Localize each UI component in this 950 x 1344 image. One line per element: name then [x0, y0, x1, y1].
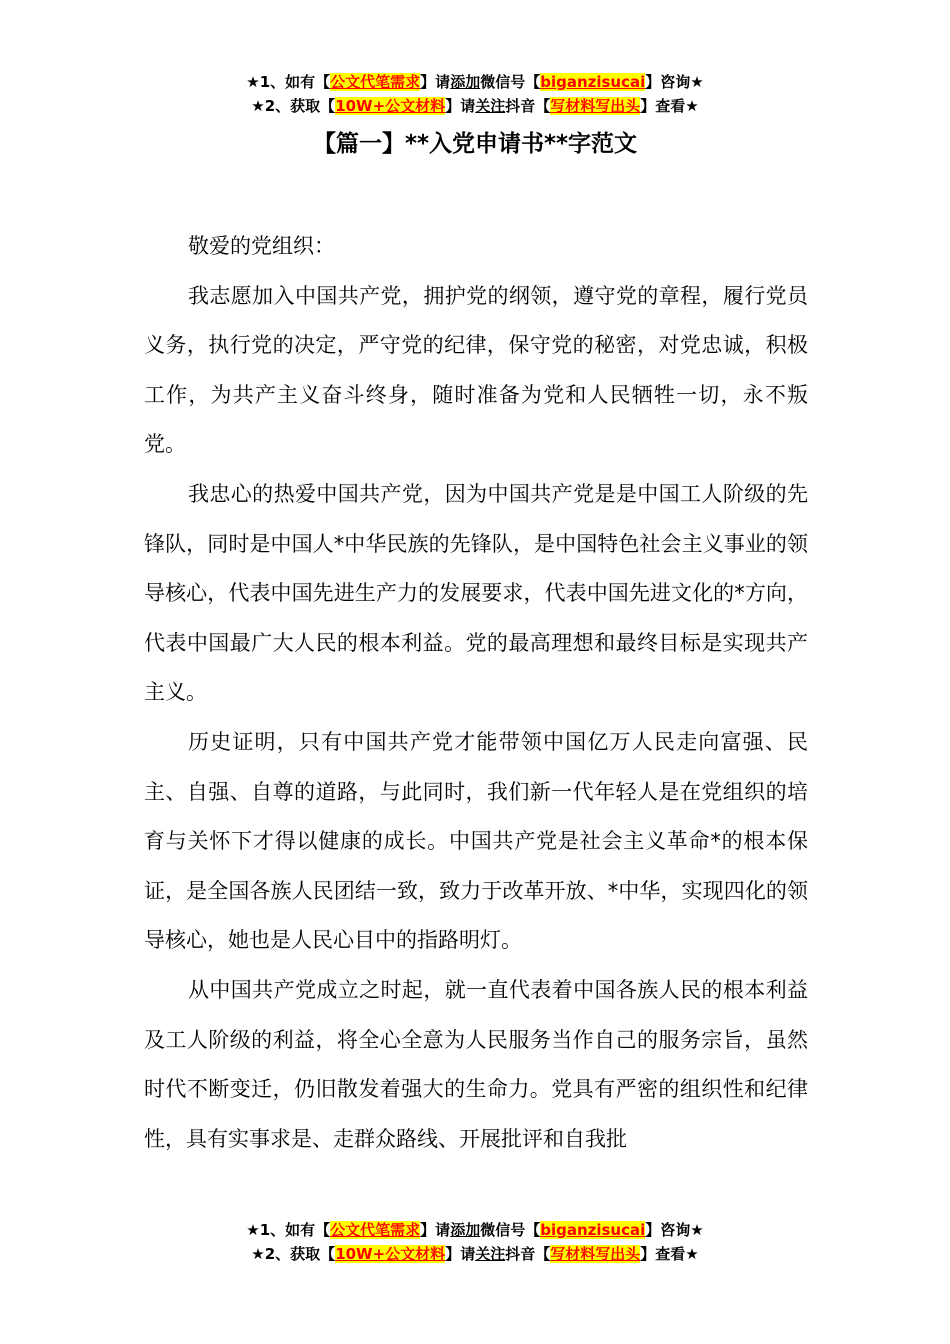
wechat-id: biganzisucai: [540, 73, 646, 91]
banner-line-1: [0, 1218, 950, 1242]
banner-add-text: 添加: [450, 73, 481, 91]
douyin-account: 写材料写出头: [550, 97, 641, 115]
banner-text: ★2、获取【: [251, 1245, 336, 1263]
banner-text: 】查看★: [640, 97, 699, 115]
highlight-materials: 10W+公文材料: [335, 97, 446, 115]
banner-line-2: [0, 94, 950, 118]
paragraph: 历史证明，只有中国共产党才能带领中国亿万人民走向富强、民主、自强、自尊的道路，与此同时，我们新一代年轻人是在党组织的培育与关怀下才得以健康的成长。中国共产党是社会主义革命*的根本保证，是全国各族人民团结一致，致力于改革开放、*中华，实现四化的领导核心，她也是人民心目中的指路明灯。: [144, 729, 808, 953]
banner-text: 】查看★: [640, 1245, 699, 1263]
banner-text: 】请: [445, 1245, 476, 1263]
highlight-ghostwriting: 公文代笔需求: [330, 73, 421, 91]
bottom-banner: [0, 1218, 950, 1266]
banner-line-2: [0, 1242, 950, 1266]
paragraph: 我志愿加入中国共产党，拥护党的纲领，遵守党的章程，履行党员义务，执行党的决定，严守党的纪律，保守党的秘密，对党忠诚，积极工作，为共产主义奋斗终身，随时准备为党和人民牺牲一切，永不叛党。: [144, 283, 808, 457]
banner-follow-text: 关注: [475, 97, 506, 115]
banner-text: ★1、如有【: [246, 73, 331, 91]
highlight-materials: 10W+公文材料: [335, 1245, 446, 1263]
top-banner: [0, 70, 950, 118]
wechat-id: biganzisucai: [540, 1221, 646, 1239]
banner-text: 】请: [445, 97, 476, 115]
banner-text: 抖音【: [505, 97, 551, 115]
salutation: 敬爱的党组织：: [188, 234, 335, 258]
douyin-account: 写材料写出头: [550, 1245, 641, 1263]
banner-text: 】咨询★: [645, 73, 704, 91]
banner-text: 】请: [420, 1221, 451, 1239]
banner-text: ★2、获取【: [251, 97, 336, 115]
banner-text: ★1、如有【: [246, 1221, 331, 1239]
banner-add-text: 添加: [450, 1221, 481, 1239]
banner-follow-text: 关注: [475, 1245, 506, 1263]
paragraph: 从中国共产党成立之时起，就一直代表着中国各族人民的根本利益及工人阶级的利益，将全心全意为人民服务当作自己的服务宗旨，虽然时代不断变迁，仍旧散发着强大的生命力。党具有严密的组织性和纪律性，具有实事求是、走群众路线、开展批评和自我批: [144, 977, 808, 1151]
banner-text: 】请: [420, 73, 451, 91]
document-body: [144, 222, 808, 1164]
banner-line-1: [0, 70, 950, 94]
banner-text: 微信号【: [480, 1221, 541, 1239]
highlight-ghostwriting: 公文代笔需求: [330, 1221, 421, 1239]
banner-text: 抖音【: [505, 1245, 551, 1263]
banner-text: 】咨询★: [645, 1221, 704, 1239]
banner-text: 微信号【: [480, 73, 541, 91]
document-title: 【篇一】**入党申请书**字范文: [312, 131, 638, 157]
paragraph: 我忠心的热爱中国共产党，因为中国共产党是是中国工人阶级的先锋队，同时是中国人*中华民族的先锋队，是中国特色社会主义事业的领导核心，代表中国先进生产力的发展要求，代表中国先进文化的*方向，代表中国最广大人民的根本利益。党的最高理想和最终目标是实现共产主义。: [144, 481, 808, 705]
